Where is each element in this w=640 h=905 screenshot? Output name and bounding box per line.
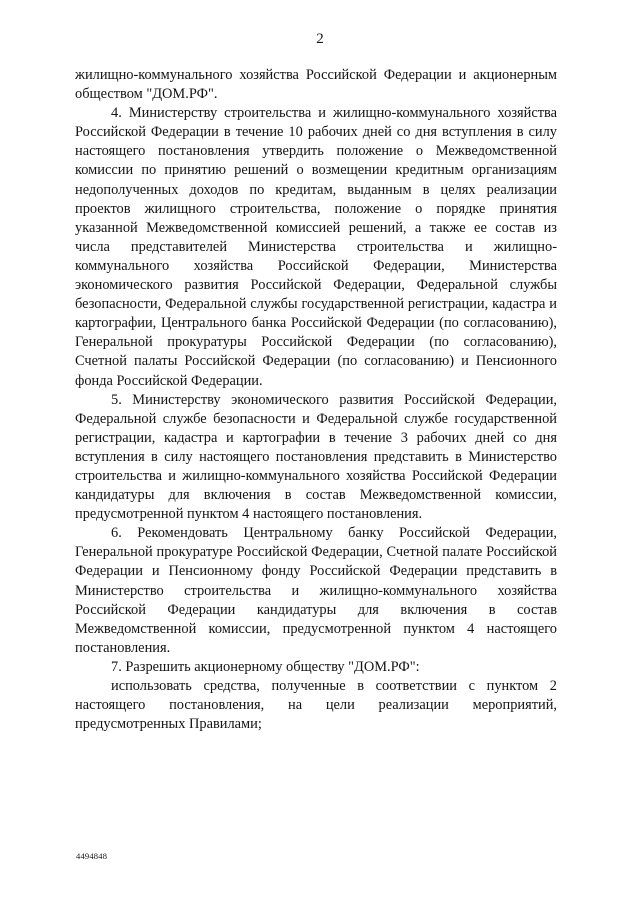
paragraph-item-7-subitem: использовать средства, полученные в соответствии с пунктом 2 настоящего постановления, на цели реализации мероприятий, предусмотренных Правилами; (75, 678, 557, 733)
paragraph-continuation: жилищно-коммунального хозяйства Российской Федерации и акционерным обществом "ДОМ.РФ". (75, 67, 557, 103)
document-body (75, 66, 557, 734)
page-number: 2 (316, 31, 324, 47)
paragraph-item-6: 6. Рекомендовать Центральному банку Российской Федерации, Генеральной прокуратуре Российской Федерации, Счетной палате Российской Федерации и Пенсионному фонду Российской Федерации представить в Министерство строительства и жилищно-коммунального хозяйства Российской Федерации кандидатуры для включения в состав Межведомственной комиссии, предусмотренной пунктом 4 настоящего постановления. (75, 525, 557, 656)
paragraph-item-5: 5. Министерству экономического развития Российской Федерации, Федеральной службе безопасности и Федеральной службе государственной регистрации, кадастра и картографии в течение 3 рабочих дней со дня вступления в силу настоящего постановления представить в Министерство строительства и жилищно-коммунального хозяйства Российской Федерации кандидатуры для включения в состав Межведомственной комиссии, предусмотренной пунктом 4 настоящего постановления. (75, 391, 557, 523)
paragraph-item-7: 7. Разрешить акционерному обществу "ДОМ.РФ": (111, 658, 420, 675)
document-code: 4494848 (76, 851, 108, 861)
paragraph-item-4: 4. Министерству строительства и жилищно-коммунального хозяйства Российской Федерации в течение 10 рабочих дней со дня вступления в силу настоящего постановления утвердить положение о Межведомственной комиссии по принятию решений о возмещении кредитным организациям недополученных доходов по кредитам, выданным в целях реализации проектов жилищного строительства, положение о порядке принятия указанной Межведомственной комиссией решений, а также ее состав из числа представителей Министерства строительства и жилищно-коммунального хозяйства Российской Федерации, Министерства экономического развития Российской Федерации, Федеральной службы безопасности, Федеральной службы государственной регистрации, кадастра и картографии, Центрального банка Российской Федерации (по согласованию), Генеральной прокуратуры Российской Федерации (по согласованию), Счетной палаты Российской Федерации (по согласованию) и Пенсионного фонда Российской Федерации. (75, 105, 557, 389)
